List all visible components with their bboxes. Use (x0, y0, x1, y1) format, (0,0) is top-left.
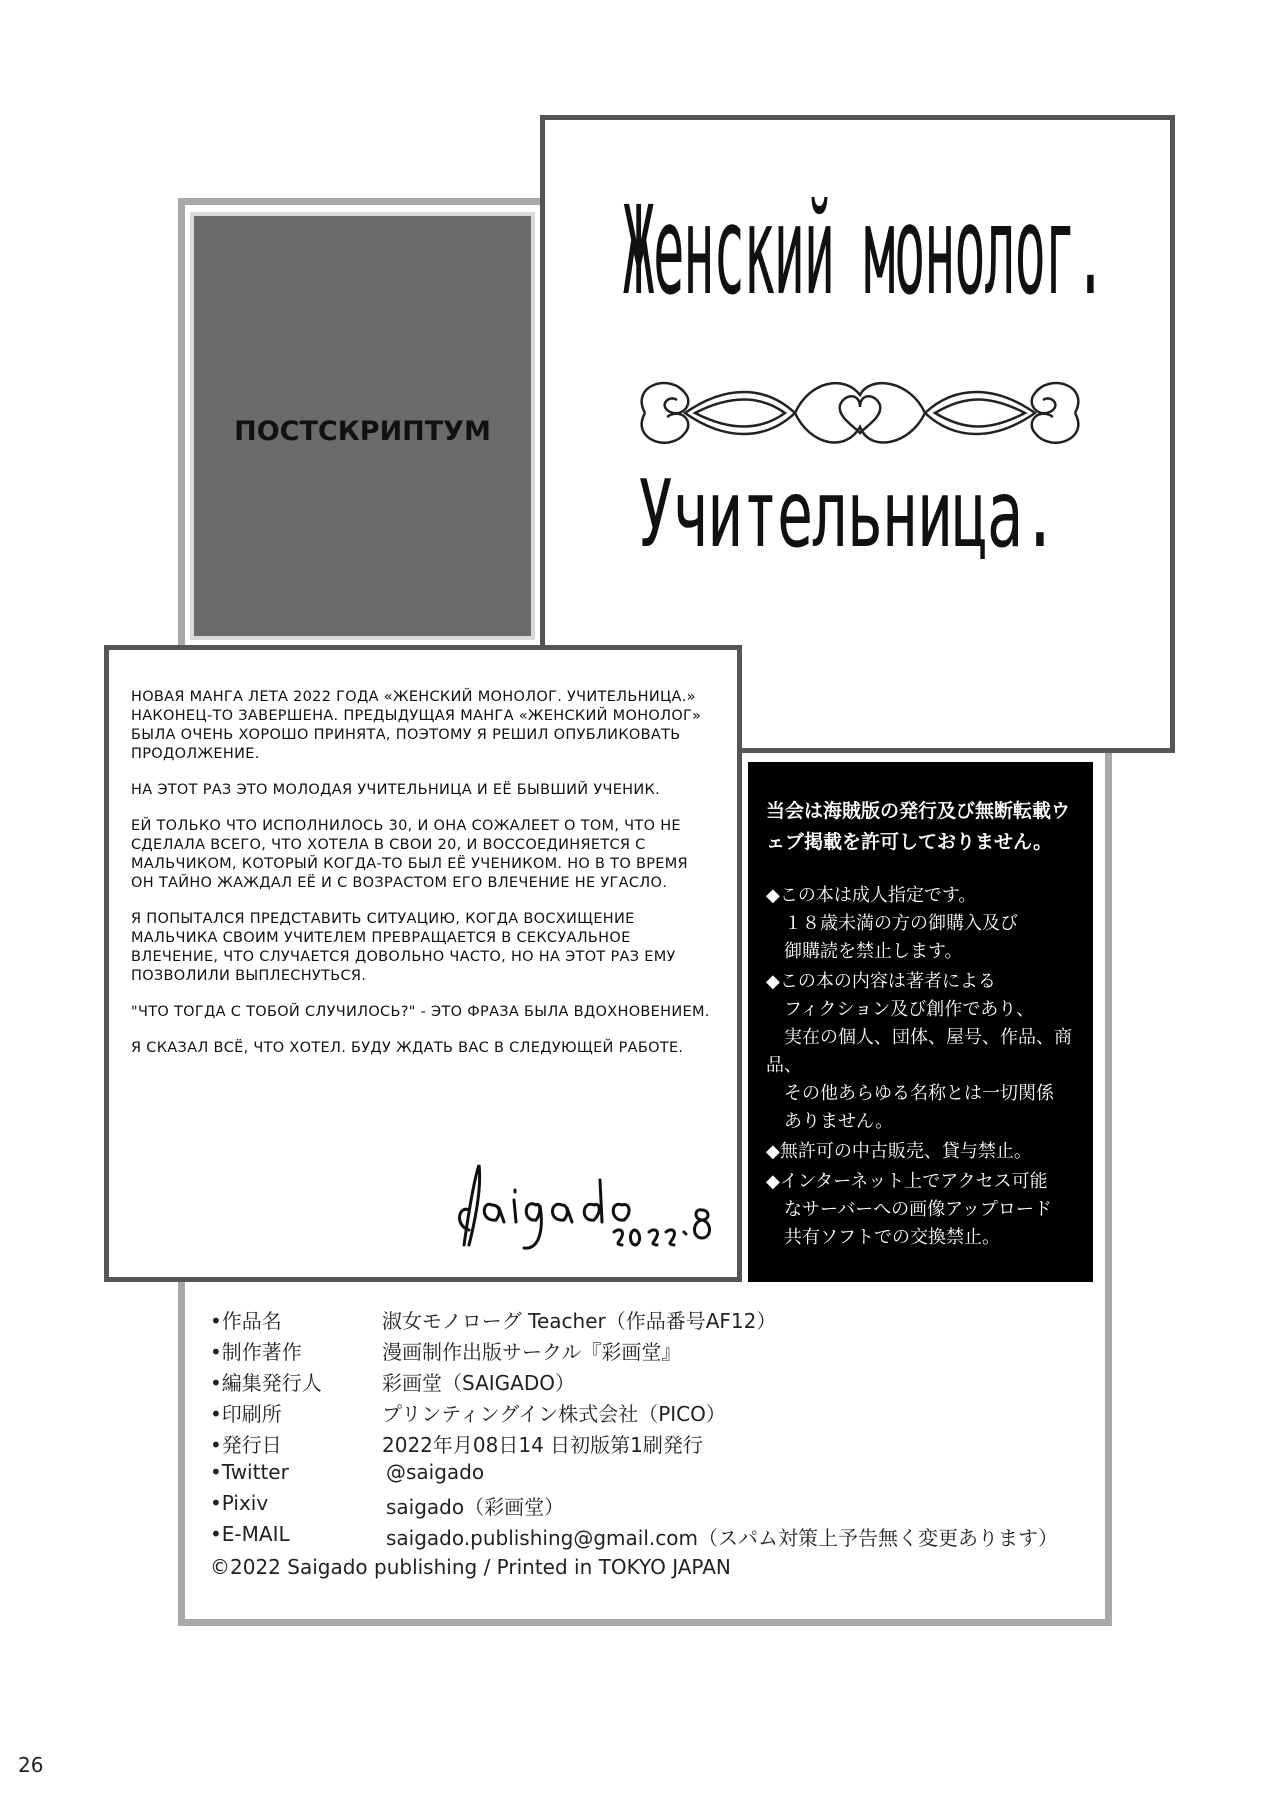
colophon-label: •Twitter (210, 1460, 289, 1484)
colophon-label: •Pixiv (210, 1491, 269, 1515)
afterword-paragraph: "ЧТО ТОГДА С ТОБОЙ СЛУЧИЛОСЬ?" - ЭТО ФРАЗА БЫЛА ВДОХНОВЕНИЕМ. (131, 1004, 710, 1020)
notice-item: ◆この本の内容は著者による フィクション及び創作であり、 実在の個人、団体、屋号、作品、商品、 その他あらゆる名称とは一切関係 ありません。 (766, 971, 1072, 1132)
notice-item: ◆無許可の中古販売、貸与禁止。 (766, 1141, 1032, 1162)
notice-panel (748, 762, 1093, 1282)
title-line-1: Женский монолог. (623, 180, 1105, 323)
colophon-value: 2022年月08日14 日初版第1刷発行 (382, 1433, 703, 1457)
colophon-label: •印刷所 (210, 1402, 282, 1426)
title-line-2: Учительница. (637, 460, 1057, 568)
notice-item: ◆この本は成人指定です。 １８歳未満の方の御購入及び 御購読を禁止します。 (766, 885, 1018, 962)
notice-list (766, 882, 1077, 1252)
twitter-handle[interactable]: @saigado (386, 1460, 485, 1484)
colophon-label: •作品名 (210, 1309, 282, 1333)
afterword-paragraph: НА ЭТОТ РАЗ ЭТО МОЛОДАЯ УЧИТЕЛЬНИЦА И ЕЁ БЫВШИЙ УЧЕНИК. (131, 782, 661, 798)
afterword-paragraph: Я ПОПЫТАЛСЯ ПРЕДСТАВИТЬ СИТУАЦИЮ, КОГДА ВОСХИЩЕНИЕ МАЛЬЧИКА СВОИМ УЧИТЕЛЕМ ПРЕВРАЩАЕТСЯ В СЕКСУАЛЬНОЕ ВЛЕЧЕНИЕ, ЧТО СЛУЧАЕТСЯ ДОВОЛЬНО ЧАСТО, НО НА ЭТОТ РАЗ ЕМУ ПОЗВОЛИЛИ ВЫПЛЕСНУТЬСЯ. (131, 911, 676, 984)
notice-heading: 当会は海賊版の発行及び無断転載ウェブ掲載を許可しておりません。 (766, 800, 1071, 853)
afterword-text (131, 688, 713, 1058)
afterword-paragraph: НОВАЯ МАНГА ЛЕТА 2022 ГОДА «ЖЕНСКИЙ МОНОЛОГ. УЧИТЕЛЬНИЦА.» НАКОНЕЦ-ТО ЗАВЕРШЕНА. ПРЕДЫДУЩАЯ МАНГА «ЖЕНСКИЙ МОНОЛОГ» БЫЛА ОЧЕНЬ ХОРОШО ПРИНЯТА, ПОЭТОМУ Я РЕШИЛ ОПУБЛИКОВАТЬ ПРОДОЛЖЕНИЕ. (131, 689, 702, 762)
colophon-label: •E-MAIL (210, 1522, 290, 1546)
colophon-label: •制作著作 (210, 1340, 302, 1364)
pixiv-handle[interactable]: saigado（彩画堂） (386, 1495, 565, 1519)
postscript-title: ПОСТСКРИПТУМ (234, 415, 491, 447)
colophon-value: 淑女モノローグ Teacher（作品番号AF12） (382, 1309, 777, 1333)
copyright-line: ©2022 Saigado publishing / Printed in TOKYO JAPAN (210, 1555, 731, 1579)
colophon-value: 彩画堂（SAIGADO） (382, 1371, 575, 1395)
colophon-value: 漫画制作出版サークル『彩画堂』 (382, 1340, 682, 1364)
page-number: 26 (18, 1753, 44, 1777)
email-link[interactable]: saigado.publishing@gmail.com（スパム対策上予告無く変更あります） (386, 1526, 1058, 1550)
afterword-paragraph: Я СКАЗАЛ ВСЁ, ЧТО ХОТЕЛ. БУДУ ЖДАТЬ ВАС В СЛЕДУЮЩЕЙ РАБОТЕ. (131, 1040, 684, 1056)
colophon-label: •編集発行人 (210, 1371, 322, 1395)
notice-item: ◆インターネット上でアクセス可能 なサーバーへの画像アップロード 共有ソフトでの交換禁止。 (766, 1171, 1052, 1248)
signature (444, 1150, 734, 1260)
ornament-icon (625, 365, 1095, 460)
afterword-panel (104, 645, 742, 1282)
colophon-value: プリンティングイン株式会社（PICO） (382, 1402, 726, 1426)
postscript-panel (190, 212, 535, 640)
colophon-label: •発行日 (210, 1433, 282, 1457)
afterword-paragraph: ЕЙ ТОЛЬКО ЧТО ИСПОЛНИЛОСЬ 30, И ОНА СОЖАЛЕЕТ О ТОМ, ЧТО НЕ СДЕЛАЛА ВСЕГО, ЧТО ХОТЕЛА В СВОИ 20, И ВОССОЕДИНЯЕТСЯ С МАЛЬЧИКОМ, КОТОРЫЙ КОГДА-ТО БЫЛ ЕЁ УЧЕНИКОМ. НО В ТО ВРЕМЯ ОН ТАЙНО ЖАЖДАЛ ЕЁ И С ВОЗРАСТОМ ЕГО ВЛЕЧЕНИЕ НЕ УГАСЛО. (131, 818, 688, 891)
